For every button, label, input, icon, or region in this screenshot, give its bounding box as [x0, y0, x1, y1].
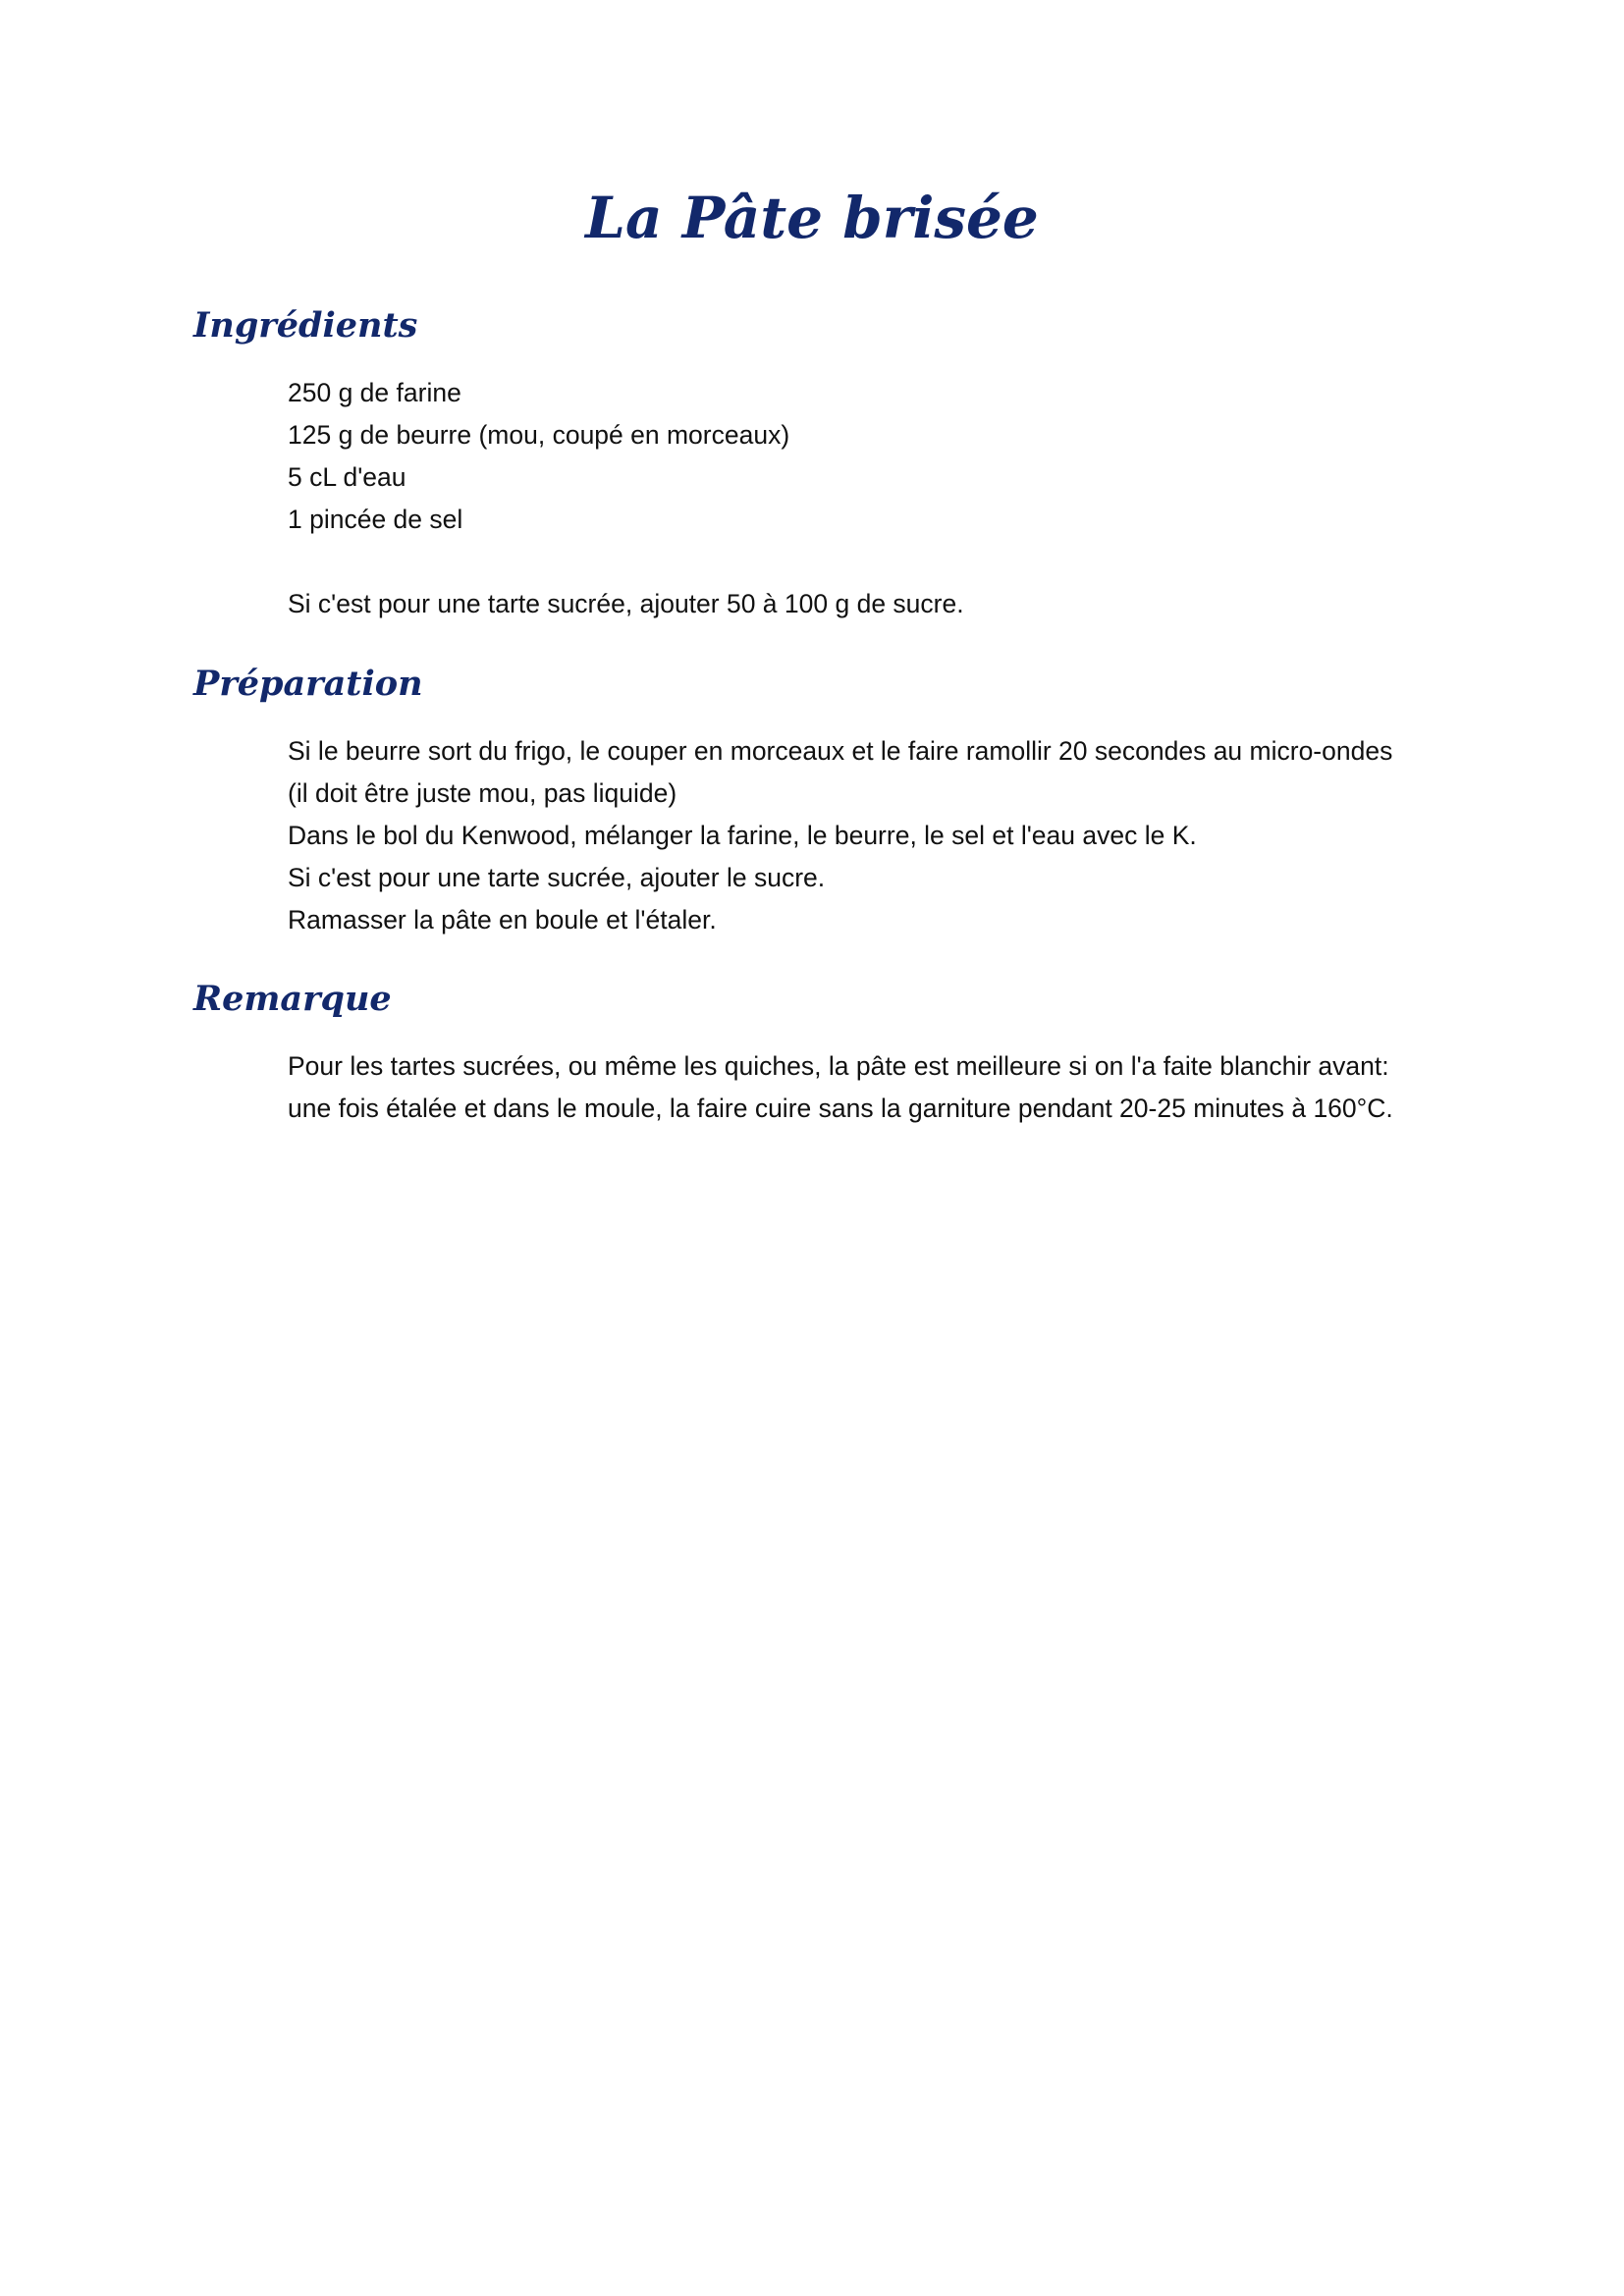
ingredients-list: [288, 372, 964, 625]
ingredients-note: Si c'est pour une tarte sucrée, ajouter 50 à 100 g de sucre.: [288, 589, 964, 618]
preparation-line: (il doit être juste mou, pas liquide): [288, 778, 677, 808]
document-title: La Pâte brisée: [585, 185, 1039, 251]
preparation-heading: Préparation: [193, 664, 423, 704]
ingredient-item: 5 cL d'eau: [288, 462, 406, 492]
preparation-line: Ramasser la pâte en boule et l'étaler.: [288, 905, 717, 934]
remarque-text: [288, 1045, 1393, 1130]
remarque-heading: Remarque: [193, 979, 392, 1019]
preparation-line: Dans le bol du Kenwood, mélanger la farine, le beurre, le sel et l'eau avec le K.: [288, 821, 1197, 850]
ingredient-item: 250 g de farine: [288, 378, 461, 407]
preparation-steps: [288, 730, 1392, 941]
remarque-line: Pour les tartes sucrées, ou même les quiches, la pâte est meilleure si on l'a faite blanchir avant:: [288, 1051, 1389, 1081]
remarque-line: une fois étalée et dans le moule, la faire cuire sans la garniture pendant 20-25 minutes à 160°C.: [288, 1094, 1393, 1123]
paragraph-gap: [288, 541, 964, 583]
ingredient-item: 1 pincée de sel: [288, 505, 463, 534]
ingredient-item: 125 g de beurre (mou, coupé en morceaux): [288, 420, 790, 450]
ingredients-heading: Ingrédients: [193, 305, 418, 346]
preparation-line: Si c'est pour une tarte sucrée, ajouter le sucre.: [288, 863, 826, 892]
preparation-line: Si le beurre sort du frigo, le couper en morceaux et le faire ramollir 20 secondes au micro-ondes: [288, 736, 1393, 766]
